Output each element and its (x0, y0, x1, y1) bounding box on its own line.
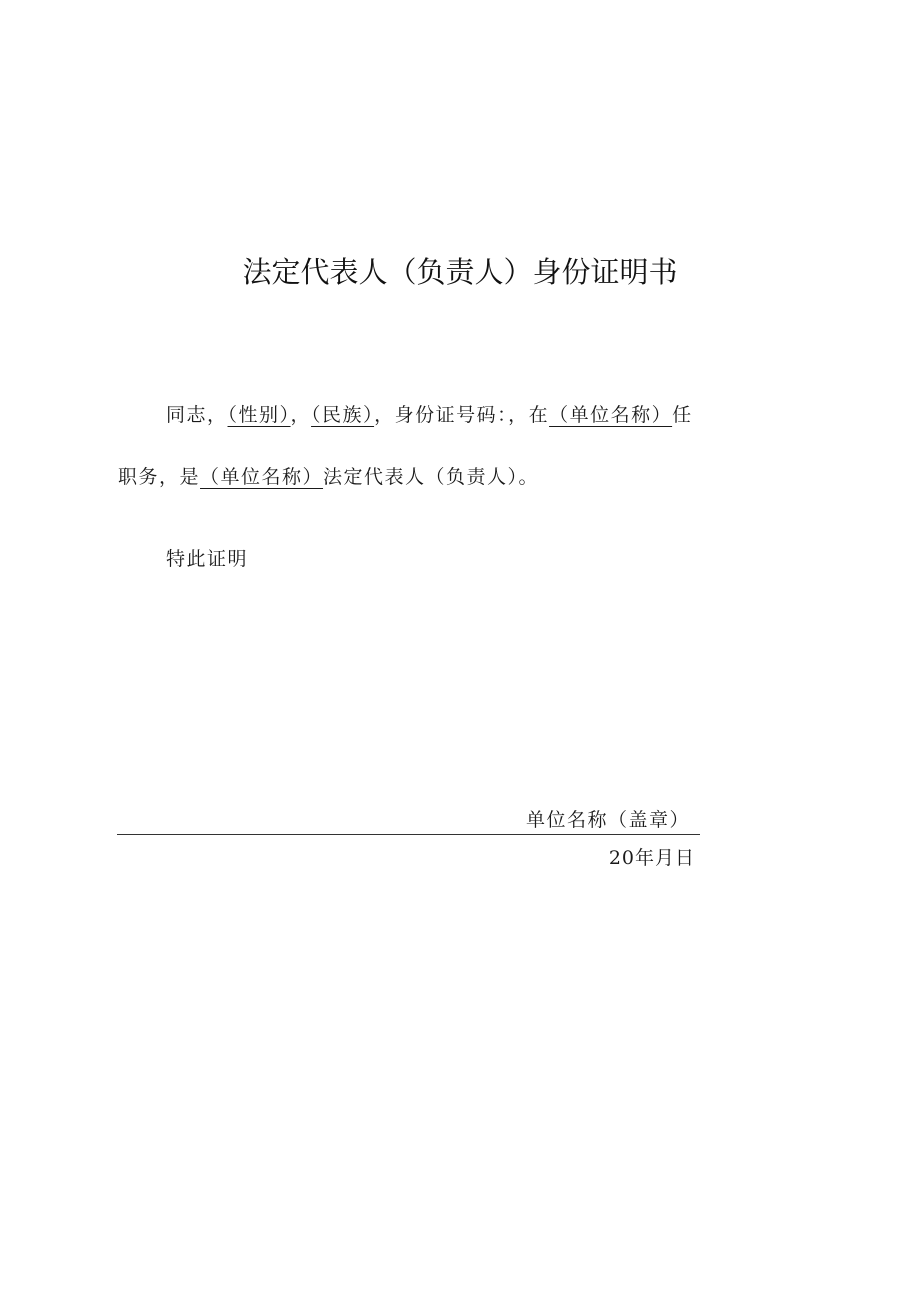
signature-date: 20年月日 (608, 847, 695, 869)
unit-name-blank: （单位名称） (200, 466, 324, 488)
unit-seal-label: 单位名称（盖章） (525, 809, 690, 831)
id-number-text: ，身份证号码：，在 (374, 404, 550, 426)
unit-name-blank: （单位名称） (549, 404, 673, 426)
certify-statement: 特此证明 (166, 548, 249, 570)
ethnicity-blank: （民族） (311, 404, 375, 426)
separator: ， (290, 404, 312, 426)
paragraph-suffix: 任 (672, 404, 693, 426)
paragraph-prefix: 职务，是 (118, 466, 201, 488)
paragraph-identity (166, 401, 693, 429)
paragraph-position (118, 463, 539, 491)
gender-blank: （性别） (227, 404, 291, 426)
paragraph-suffix: 法定代表人（负责人）。 (323, 466, 540, 488)
paragraph-prefix: 同志， (166, 404, 228, 426)
signature-line (117, 802, 700, 835)
document-title: 法定代表人（负责人）身份证明书 (242, 255, 678, 289)
